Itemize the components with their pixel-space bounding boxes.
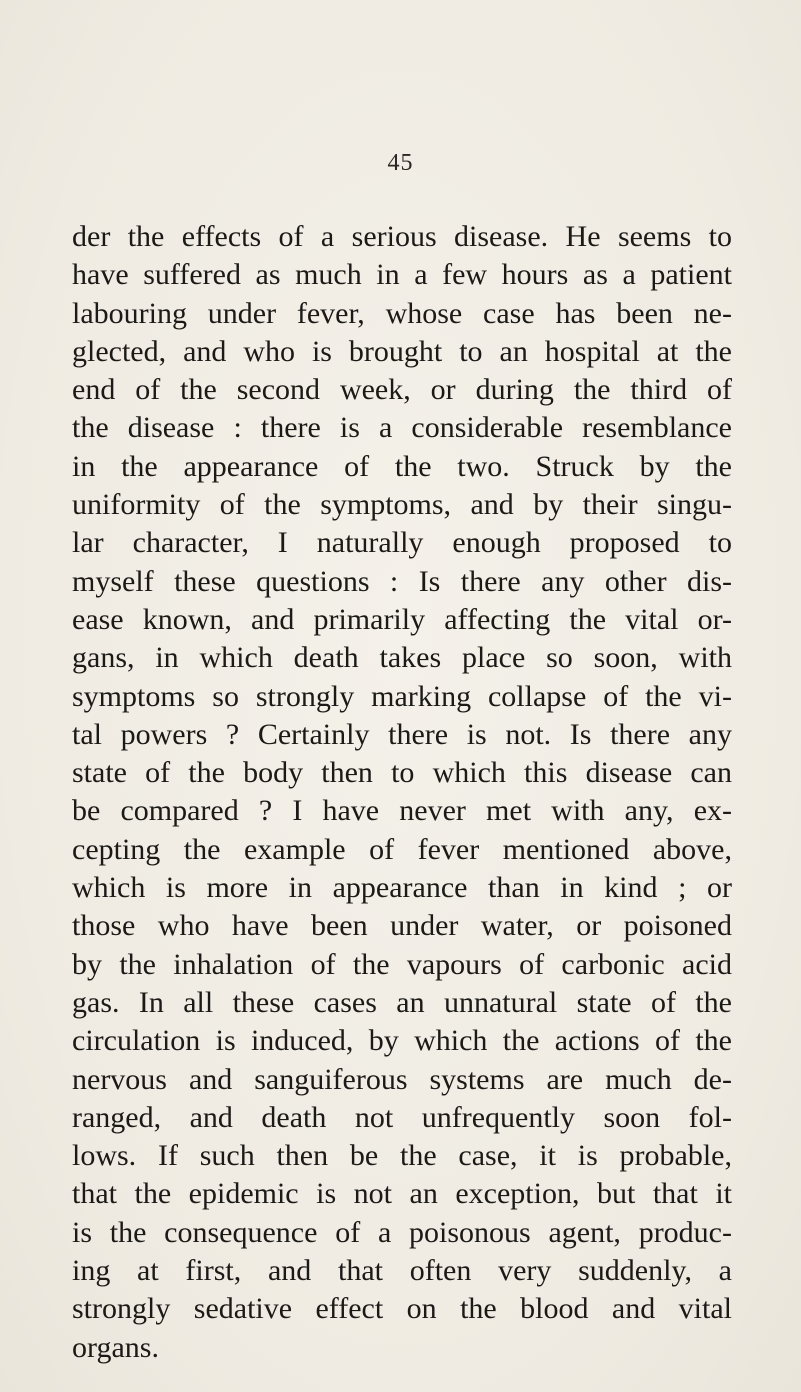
text-line: ing at first, and that often very suddenly, a xyxy=(72,1254,732,1288)
text-line: tal powers ? Certainly there is not. Is there any xyxy=(72,717,732,751)
text-line: cepting the example of fever mentioned above, xyxy=(72,832,732,866)
text-line: gas. In all these cases an unnatural state of the xyxy=(72,985,732,1019)
text-line: strongly sedative effect on the blood and vital xyxy=(72,1292,732,1326)
text-line: circulation is induced, by which the actions of the xyxy=(72,1024,732,1058)
text-line: der the effects of a serious disease. He seems to xyxy=(72,220,732,253)
body-text xyxy=(72,218,732,1367)
text-line: that the epidemic is not an exception, but that it xyxy=(72,1177,732,1211)
text-line: organs. xyxy=(72,1330,159,1364)
text-line: lar character, I naturally enough proposed to xyxy=(72,526,732,560)
text-line: labouring under fever, whose case has been ne- xyxy=(72,296,732,330)
text-line: ranged, and death not unfrequently soon fol- xyxy=(72,1100,732,1134)
text-line: lows. If such then be the case, it is probable, xyxy=(72,1139,732,1173)
text-line: myself these questions : Is there any other dis- xyxy=(72,564,732,598)
text-line: ease known, and primarily affecting the vital or- xyxy=(72,602,732,636)
text-line: glected, and who is brought to an hospital at the xyxy=(72,334,732,368)
text-line: uniformity of the symptoms, and by their singu- xyxy=(72,488,732,522)
text-line: which is more in appearance than in kind ; or xyxy=(72,871,732,905)
text-line: have suffered as much in a few hours as a patient xyxy=(72,258,732,292)
text-line: be compared ? I have never met with any, ex- xyxy=(72,794,732,828)
page-number: 45 xyxy=(387,150,414,176)
text-line: nervous and sanguiferous systems are much de- xyxy=(72,1062,732,1096)
text-line: in the appearance of the two. Struck by the xyxy=(72,449,732,483)
text-line: end of the second week, or during the third of xyxy=(72,373,732,407)
text-line: those who have been under water, or poisoned xyxy=(72,909,732,943)
text-line: is the consequence of a poisonous agent, produc- xyxy=(72,1215,732,1249)
text-line: gans, in which death takes place so soon, with xyxy=(72,641,732,675)
text-line: by the inhalation of the vapours of carbonic acid xyxy=(72,947,732,981)
text-line: symptoms so strongly marking collapse of the vi- xyxy=(72,679,732,713)
text-line: state of the body then to which this disease can xyxy=(72,756,732,790)
text-line: the disease : there is a considerable resemblance xyxy=(72,411,732,445)
